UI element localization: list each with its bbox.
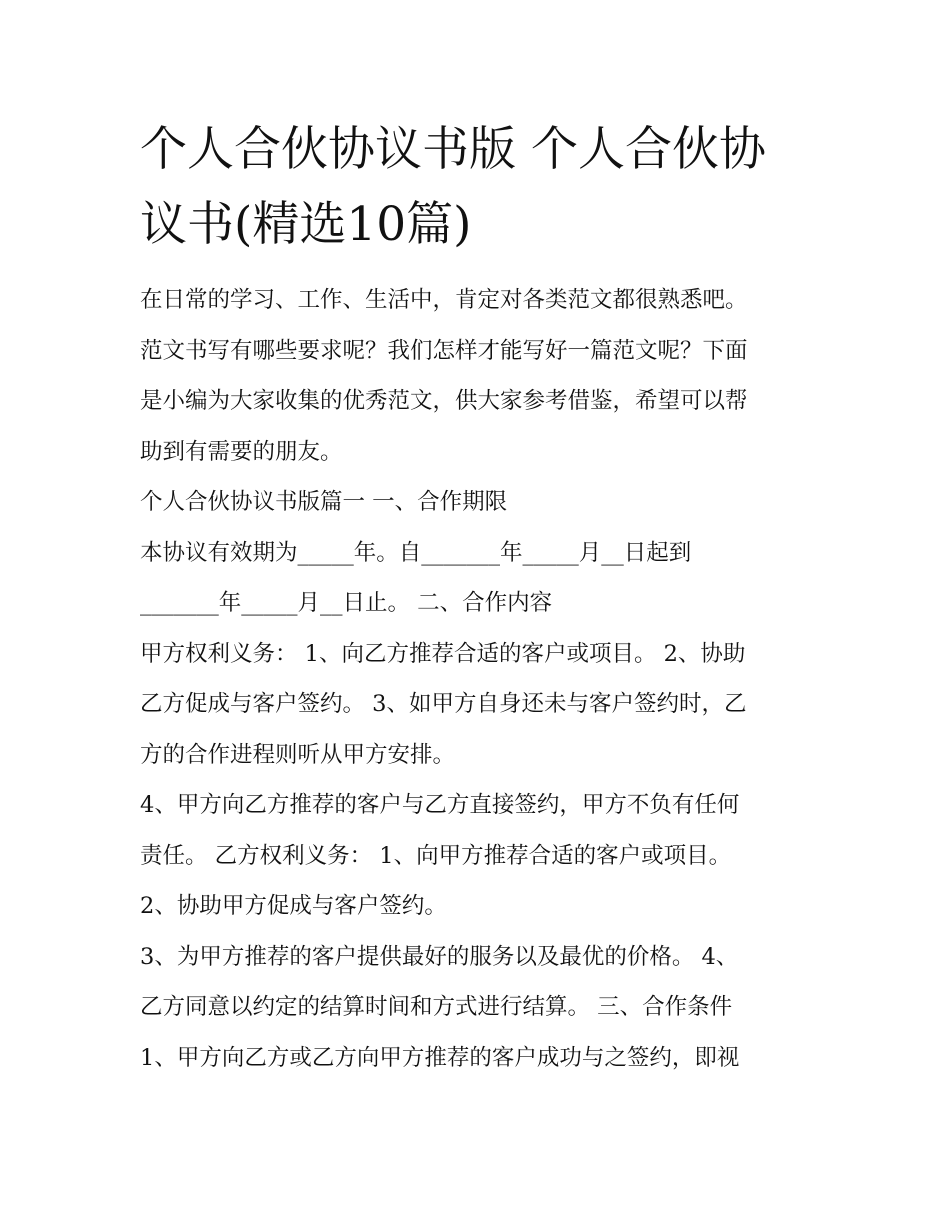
- body-line: 甲方权利义务： 1、向乙方推荐合适的客户或项目。 2、协助: [140, 640, 746, 667]
- body-line: 是小编为大家收集的优秀范文，供大家参考借鉴，希望可以帮: [140, 388, 748, 414]
- body-line: 个人合伙协议书版篇一 一、合作期限: [140, 489, 508, 515]
- body-line: _______年_____月__日止。 二、合作内容: [140, 590, 553, 616]
- document-body: [140, 275, 830, 1083]
- document-title: [140, 112, 820, 262]
- body-line: 1、甲方向乙方或乙方向甲方推荐的客户成功与之签约，即视: [140, 1044, 740, 1071]
- body-line: 责任。 乙方权利义务： 1、向甲方推荐合适的客户或项目。: [140, 842, 732, 869]
- body-line: 在日常的学习、工作、生活中，肯定对各类范文都很熟悉吧。: [140, 287, 748, 313]
- body-line: 范文书写有哪些要求呢？我们怎样才能写好一篇范文呢？下面: [140, 337, 748, 364]
- title-line: 议书(精选10篇): [140, 197, 472, 252]
- body-line: 3、为甲方推荐的客户提供最好的服务以及最优的价格。 4、: [140, 943, 739, 970]
- body-line: 2、协助甲方促成与客户签约。: [140, 893, 447, 919]
- body-line: 4、甲方向乙方推荐的客户与乙方直接签约，甲方不负有任何: [140, 792, 740, 818]
- body-line: 乙方促成与客户签约。 3、如甲方自身还未与客户签约时，乙: [140, 691, 747, 717]
- title-line: 个人合伙协议书版 个人合伙协: [140, 122, 766, 177]
- body-line: 乙方同意以约定的结算时间和方式进行结算。 三、合作条件: [140, 994, 733, 1020]
- body-line: 助到有需要的朋友。: [140, 438, 343, 465]
- body-line: 本协议有效期为_____年。自_______年_____月__日起到: [140, 539, 692, 566]
- body-line: 方的合作进程则听从甲方安排。: [140, 741, 456, 768]
